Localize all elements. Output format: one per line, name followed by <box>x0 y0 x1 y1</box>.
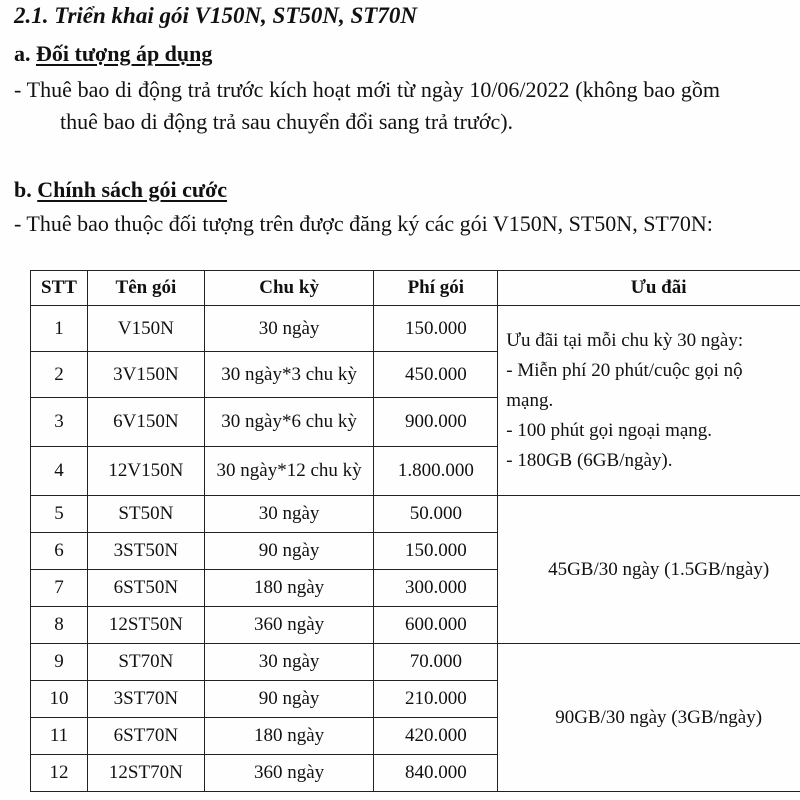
table-row <box>31 306 800 352</box>
offer-v150n <box>498 306 800 496</box>
cell-fee: 420.000 <box>374 718 498 755</box>
paragraph-a: - Thuê bao di động trả trước kích hoạt mới từ ngày 10/06/2022 (không bao gồm thuê bao di động trả sau chuyển đổi sang trả trước). <box>14 77 720 134</box>
cell-package-name: 12ST70N <box>87 755 204 792</box>
subheading-a-title: Đối tượng áp dụng <box>36 41 213 66</box>
cell-cycle: 360 ngày <box>204 607 374 644</box>
cell-cycle: 30 ngày*3 chu kỳ <box>204 352 374 398</box>
cell-fee: 600.000 <box>374 607 498 644</box>
cell-fee: 450.000 <box>374 352 498 398</box>
cell-stt: 10 <box>31 681 88 718</box>
cell-stt: 4 <box>31 447 88 496</box>
subheading-a-prefix: a. <box>14 41 31 66</box>
cell-cycle: 30 ngày*12 chu kỳ <box>204 447 374 496</box>
cell-fee: 70.000 <box>374 644 498 681</box>
header-package-name: Tên gói <box>87 271 204 306</box>
header-cycle: Chu kỳ <box>204 271 374 306</box>
cell-package-name: 6ST50N <box>87 570 204 607</box>
offer-v150n-line: - 180GB (6GB/ngày). <box>506 449 673 471</box>
cell-stt: 9 <box>31 644 88 681</box>
cell-package-name: 3ST50N <box>87 533 204 570</box>
cell-package-name: 3V150N <box>87 352 204 398</box>
offer-v150n-line: mạng. <box>506 389 554 411</box>
cell-cycle: 30 ngày <box>204 306 374 352</box>
cell-fee: 840.000 <box>374 755 498 792</box>
cell-fee: 900.000 <box>374 398 498 447</box>
offer-st50n: 45GB/30 ngày (1.5GB/ngày) <box>498 496 800 644</box>
cell-cycle: 30 ngày*6 chu kỳ <box>204 398 374 447</box>
package-table <box>30 270 800 792</box>
cell-fee: 150.000 <box>374 306 498 352</box>
cell-cycle: 90 ngày <box>204 681 374 718</box>
paragraph-b: - Thuê bao thuộc đối tượng trên được đăng ký các gói V150N, ST50N, ST70N: <box>14 211 713 236</box>
cell-package-name: ST50N <box>87 496 204 533</box>
cell-package-name: V150N <box>87 306 204 352</box>
cell-package-name: 12ST50N <box>87 607 204 644</box>
cell-cycle: 180 ngày <box>204 570 374 607</box>
cell-stt: 7 <box>31 570 88 607</box>
section-heading: 2.1. Triển khai gói V150N, ST50N, ST70N <box>14 3 417 28</box>
cell-package-name: ST70N <box>87 644 204 681</box>
header-offer: Ưu đãi <box>498 271 800 306</box>
subheading-b-title: Chính sách gói cước <box>37 177 228 202</box>
cell-package-name: 3ST70N <box>87 681 204 718</box>
cell-stt: 5 <box>31 496 88 533</box>
header-fee: Phí gói <box>374 271 498 306</box>
cell-stt: 11 <box>31 718 88 755</box>
cell-stt: 8 <box>31 607 88 644</box>
cell-stt: 12 <box>31 755 88 792</box>
cell-cycle: 180 ngày <box>204 718 374 755</box>
table-header-row <box>31 271 800 306</box>
offer-st70n: 90GB/30 ngày (3GB/ngày) <box>498 644 800 792</box>
cell-fee: 50.000 <box>374 496 498 533</box>
header-stt: STT <box>31 271 88 306</box>
offer-v150n-line: Ưu đãi tại mỗi chu kỳ 30 ngày: <box>506 329 744 351</box>
subheading-b-prefix: b. <box>14 177 32 202</box>
cell-fee: 210.000 <box>374 681 498 718</box>
cell-cycle: 30 ngày <box>204 496 374 533</box>
cell-stt: 6 <box>31 533 88 570</box>
cell-package-name: 6V150N <box>87 398 204 447</box>
cell-fee: 300.000 <box>374 570 498 607</box>
cell-stt: 1 <box>31 306 88 352</box>
table-row <box>31 644 800 681</box>
cell-cycle: 30 ngày <box>204 644 374 681</box>
cell-package-name: 6ST70N <box>87 718 204 755</box>
offer-v150n-line: - Miễn phí 20 phút/cuộc gọi nộ <box>506 359 743 381</box>
subheading-b <box>14 176 227 204</box>
cell-stt: 2 <box>31 352 88 398</box>
cell-package-name: 12V150N <box>87 447 204 496</box>
cell-cycle: 360 ngày <box>204 755 374 792</box>
cell-fee: 150.000 <box>374 533 498 570</box>
offer-v150n-line: - 100 phút gọi ngoại mạng. <box>506 419 713 441</box>
cell-fee: 1.800.000 <box>374 447 498 496</box>
subheading-a <box>14 40 212 68</box>
table-row <box>31 496 800 533</box>
cell-cycle: 90 ngày <box>204 533 374 570</box>
cell-stt: 3 <box>31 398 88 447</box>
